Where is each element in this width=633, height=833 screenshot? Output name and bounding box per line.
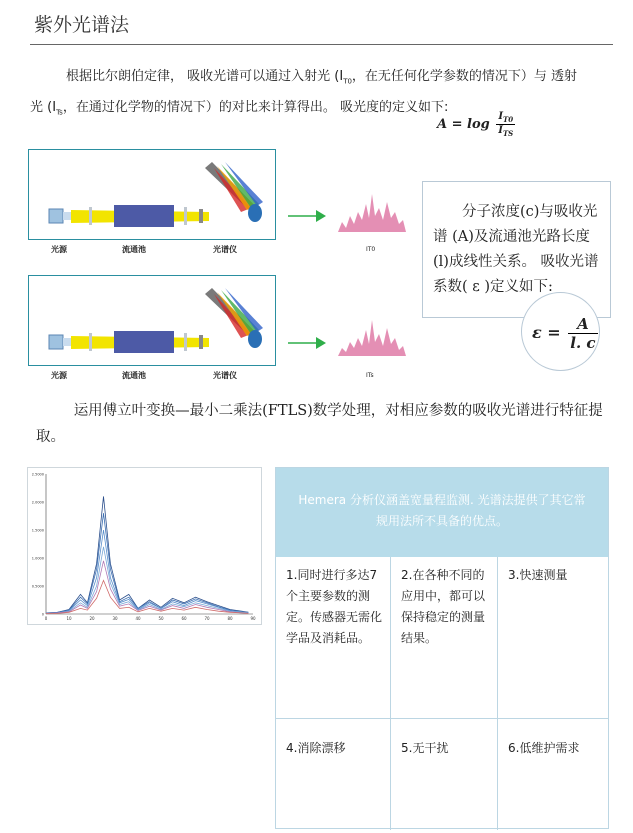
series-line bbox=[46, 496, 248, 613]
series-line bbox=[46, 513, 248, 613]
y-tick-label: 2.0000 bbox=[31, 500, 44, 505]
chart-svg bbox=[28, 468, 261, 624]
advantages-table bbox=[275, 467, 609, 829]
epsilon-formula-circle bbox=[521, 292, 600, 371]
formula-fraction bbox=[496, 111, 515, 138]
y-tick-label: 0 bbox=[41, 612, 44, 617]
intro-text-2: ，在无任何化学参数的情况下）与 透射 bbox=[351, 69, 578, 84]
table-cell: 1.同时进行多达7个主要参数的测定。传感器无需化学品及消耗品。 bbox=[286, 568, 383, 645]
x-tick-label: 0 bbox=[44, 616, 48, 621]
i-sub-t0: T0 bbox=[343, 77, 352, 86]
table-cell: 3.快速测量 bbox=[508, 568, 568, 582]
i-symbol: I bbox=[339, 69, 344, 84]
table-cell: 4.消除漂移 bbox=[286, 741, 346, 755]
epsilon-den: l. c bbox=[570, 334, 596, 352]
title-divider bbox=[30, 44, 613, 45]
x-tick-label: 30 bbox=[112, 616, 118, 621]
table-header: Hemera 分析仪涵盖宽量程监测. 光谱法提供了其它常规用法所不具备的优点。 bbox=[276, 468, 608, 557]
y-tick-label: 0.5000 bbox=[31, 584, 44, 589]
intro-text-3: 光 ( bbox=[30, 99, 53, 115]
intro-text-1: 根据比尔朗伯定律， 吸收光谱可以通过入射光 ( bbox=[66, 69, 340, 84]
optical-diagram-reference bbox=[28, 149, 276, 254]
table-cell: 6.低维护需求 bbox=[508, 741, 580, 755]
formula-den: I bbox=[498, 125, 503, 136]
epsilon-num: A bbox=[568, 315, 597, 334]
table-cell: 5.无干扰 bbox=[401, 741, 449, 755]
absorbance-formula bbox=[437, 111, 515, 138]
spectrum-sample bbox=[336, 314, 408, 358]
page-title: 紫外光谱法 bbox=[34, 14, 130, 36]
label-spectrometer: 光谱仪 bbox=[213, 245, 237, 254]
y-tick-label: 2.5000 bbox=[31, 472, 44, 477]
i-symbol-2: I bbox=[52, 99, 57, 115]
epsilon-lhs: ε = bbox=[532, 323, 561, 342]
y-tick-label: 1.5000 bbox=[31, 528, 44, 533]
x-tick-label: 90 bbox=[250, 616, 256, 621]
x-tick-label: 60 bbox=[181, 616, 187, 621]
label-flow-cell: 流通池 bbox=[122, 371, 146, 380]
formula-lhs: A = log bbox=[437, 117, 490, 132]
intro-paragraph bbox=[30, 64, 615, 125]
y-tick-label: 1.0000 bbox=[31, 556, 44, 561]
label-light-source: 光源 bbox=[51, 245, 67, 254]
table-cell: 2.在各种不同的应用中，都可以保持稳定的测量结果。 bbox=[401, 568, 486, 645]
formula-num-sub: T0 bbox=[503, 115, 514, 124]
x-tick-label: 40 bbox=[135, 616, 141, 621]
arrow-icon bbox=[288, 333, 328, 353]
label-light-source: 光源 bbox=[51, 371, 67, 380]
table-divider bbox=[497, 557, 498, 830]
ftls-paragraph: 运用傅立叶变换—最小二乘法(FTLS)数学处理，对相应参数的吸收光谱进行特征提取。 bbox=[36, 403, 603, 445]
spectrum-label-ts: ITs bbox=[366, 372, 374, 379]
table-divider bbox=[276, 718, 608, 719]
spectrum-reference bbox=[336, 190, 408, 234]
absorption-spectrum-chart bbox=[27, 467, 262, 625]
spectrum-label-t0: IT0 bbox=[366, 246, 376, 253]
formula-num: I bbox=[498, 111, 504, 122]
arrow-icon bbox=[288, 206, 328, 226]
concentration-note-box bbox=[422, 181, 611, 318]
epsilon-formula bbox=[532, 315, 598, 352]
optical-setup-illustration-sample bbox=[29, 276, 275, 365]
x-tick-label: 50 bbox=[158, 616, 164, 621]
x-tick-label: 70 bbox=[204, 616, 210, 621]
x-tick-label: 80 bbox=[227, 616, 233, 621]
formula-den-sub: TS bbox=[502, 129, 514, 138]
table-divider bbox=[390, 557, 391, 830]
optical-diagram-sample bbox=[28, 275, 276, 380]
label-flow-cell: 流通池 bbox=[122, 245, 146, 254]
x-tick-label: 20 bbox=[89, 616, 95, 621]
i-sub-ts: Ts bbox=[56, 108, 63, 117]
epsilon-fraction bbox=[568, 315, 597, 352]
optical-setup-illustration bbox=[29, 150, 275, 239]
intro-text-4: ，在通过化学物的情况下）的对比来计算得出。 吸光度的定义如下: bbox=[62, 99, 449, 115]
label-spectrometer: 光谱仪 bbox=[213, 371, 237, 380]
concentration-note-text: 分子浓度(c)与吸收光谱 (A)及流通池光路长度 (l)成线性关系。 吸收光谱系数( ε )定义如下: bbox=[433, 204, 599, 295]
x-tick-label: 10 bbox=[66, 616, 72, 621]
